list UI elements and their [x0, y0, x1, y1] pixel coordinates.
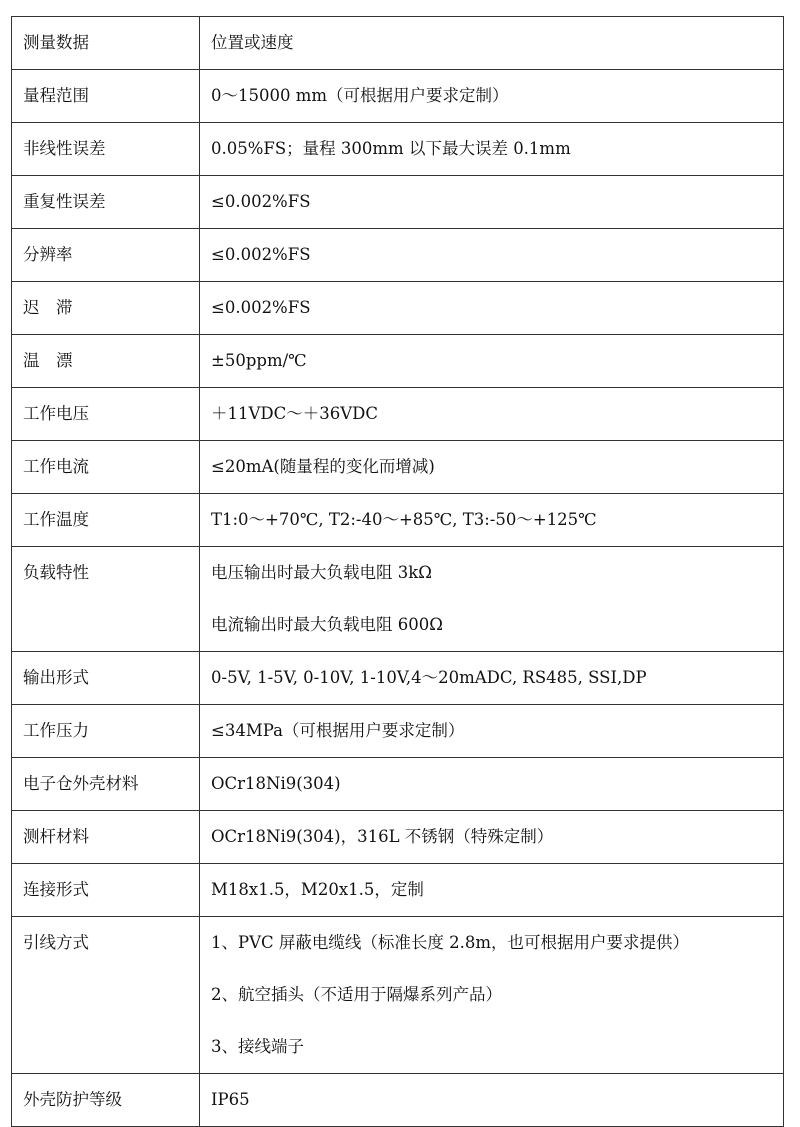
spec-value-line: 0.05%FS；量程 300mm 以下最大误差 0.1mm — [211, 139, 571, 158]
spec-row — [12, 123, 784, 176]
spec-table-body — [12, 17, 784, 1127]
spec-value-line: ≤0.002%FS — [211, 192, 311, 211]
spec-value-line: ≤0.002%FS — [211, 298, 311, 317]
spec-value-line: 电压输出时最大负载电阻 3kΩ — [211, 563, 432, 582]
spec-value — [200, 758, 784, 811]
spec-row — [12, 70, 784, 123]
spec-value — [200, 282, 784, 335]
spec-value-line: OCr18Ni9(304) — [211, 774, 341, 793]
spec-row — [12, 388, 784, 441]
spec-row — [12, 335, 784, 388]
spec-value — [200, 494, 784, 547]
spec-row — [12, 705, 784, 758]
spec-value — [200, 864, 784, 917]
spec-row — [12, 282, 784, 335]
spec-row — [12, 229, 784, 282]
spec-row — [12, 1074, 784, 1127]
spec-value — [200, 652, 784, 705]
spec-value — [200, 388, 784, 441]
spec-label: 非线性误差 — [12, 123, 200, 176]
spec-value-line: T1:0～+70℃, T2:-40～+85℃, T3:-50～+125℃ — [211, 510, 597, 529]
spec-value-line: 位置或速度 — [211, 33, 294, 52]
spec-label: 外壳防护等级 — [12, 1074, 200, 1127]
spec-label: 输出形式 — [12, 652, 200, 705]
spec-row — [12, 547, 784, 652]
spec-row — [12, 758, 784, 811]
spec-value-line: 0～15000 mm（可根据用户要求定制） — [211, 86, 509, 105]
spec-value — [200, 811, 784, 864]
spec-value — [200, 335, 784, 388]
spec-value-line: M18x1.5，M20x1.5，定制 — [211, 880, 424, 899]
spec-row — [12, 811, 784, 864]
spec-value-line: ＋11VDC～＋36VDC — [211, 404, 379, 423]
spec-value-line: ≤20mA(随量程的变化而增减) — [211, 457, 435, 476]
spec-value — [200, 441, 784, 494]
spec-value-line: ≤0.002%FS — [211, 245, 311, 264]
spec-value-line: 3、接线端子 — [211, 1037, 304, 1056]
spec-label: 负载特性 — [12, 547, 200, 652]
spec-label: 工作压力 — [12, 705, 200, 758]
spec-row — [12, 441, 784, 494]
spec-label: 工作温度 — [12, 494, 200, 547]
spec-value-line: ≤34MPa（可根据用户要求定制） — [211, 721, 465, 740]
spec-label: 量程范围 — [12, 70, 200, 123]
spec-label: 引线方式 — [12, 917, 200, 1074]
spec-label: 测杆材料 — [12, 811, 200, 864]
spec-value-line: 2、航空插头（不适用于隔爆系列产品） — [211, 985, 502, 1004]
spec-label: 连接形式 — [12, 864, 200, 917]
spec-table — [11, 16, 784, 1127]
spec-value-line: 电流输出时最大负载电阻 600Ω — [211, 615, 443, 634]
spec-row — [12, 494, 784, 547]
spec-label: 温 漂 — [12, 335, 200, 388]
spec-value — [200, 547, 784, 652]
spec-row — [12, 176, 784, 229]
spec-value — [200, 70, 784, 123]
spec-value — [200, 123, 784, 176]
spec-value-line: 0-5V, 1-5V, 0-10V, 1-10V,4～20mADC, RS485, SSI,DP — [211, 668, 647, 687]
spec-value-line: ±50ppm/℃ — [211, 351, 307, 370]
spec-row — [12, 917, 784, 1074]
spec-label: 迟 滞 — [12, 282, 200, 335]
spec-value — [200, 1074, 784, 1127]
spec-value — [200, 917, 784, 1074]
spec-value-line: IP65 — [211, 1090, 250, 1109]
spec-row — [12, 652, 784, 705]
spec-value — [200, 17, 784, 70]
spec-label: 电子仓外壳材料 — [12, 758, 200, 811]
spec-label: 分辨率 — [12, 229, 200, 282]
spec-row — [12, 17, 784, 70]
spec-value — [200, 705, 784, 758]
spec-row — [12, 864, 784, 917]
spec-value-line: OCr18Ni9(304)，316L 不锈钢（特殊定制） — [211, 827, 554, 846]
spec-value-line: 1、PVC 屏蔽电缆线（标准长度 2.8m，也可根据用户要求提供） — [211, 933, 690, 952]
spec-label: 工作电压 — [12, 388, 200, 441]
spec-label: 工作电流 — [12, 441, 200, 494]
spec-value — [200, 229, 784, 282]
spec-label: 测量数据 — [12, 17, 200, 70]
spec-label: 重复性误差 — [12, 176, 200, 229]
spec-value — [200, 176, 784, 229]
